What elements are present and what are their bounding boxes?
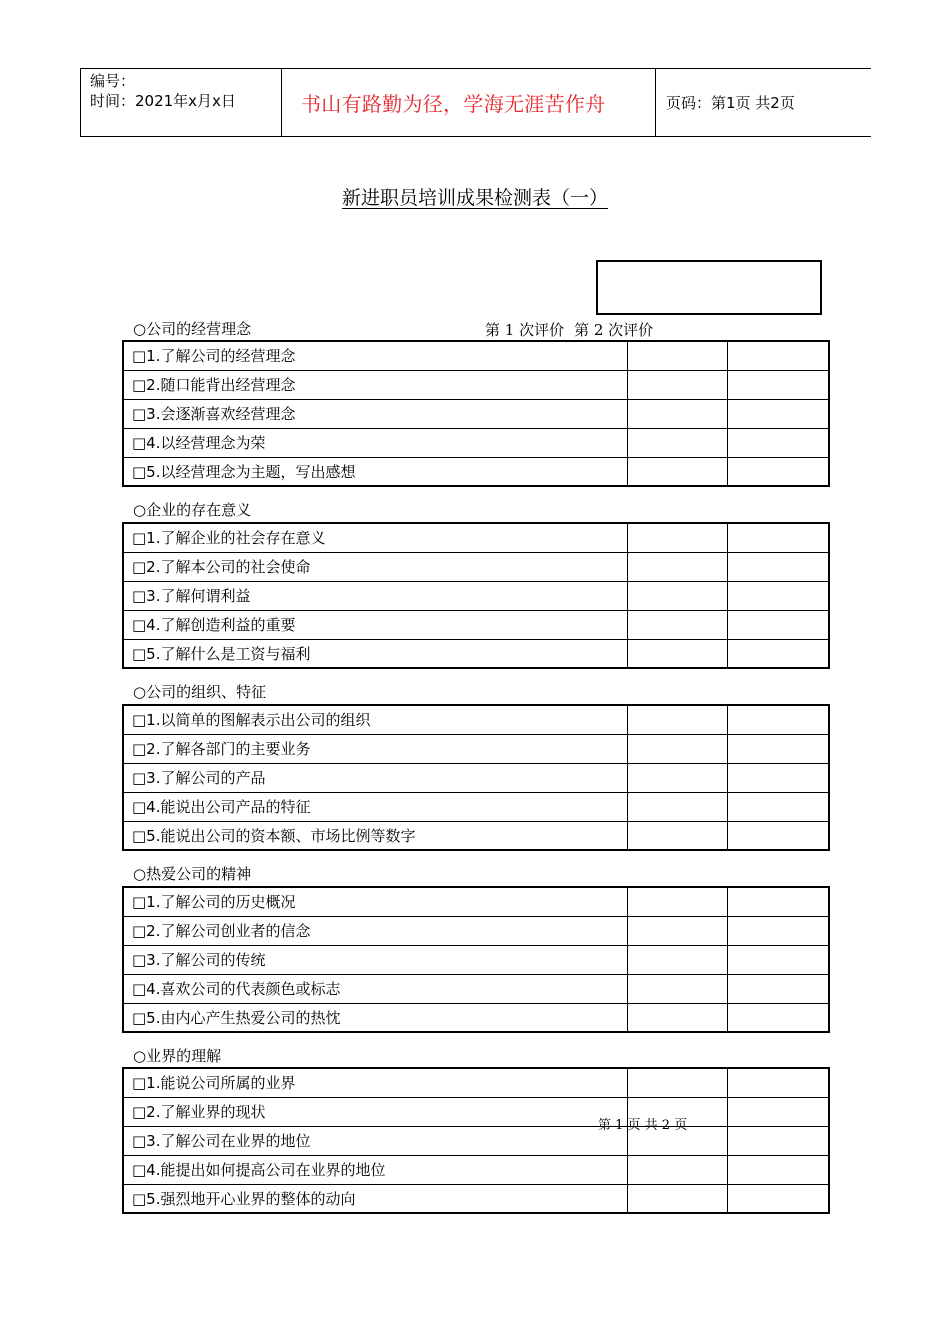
second-evaluation-cell[interactable]: [727, 552, 829, 581]
checklist-item: □1.了解公司的历史概况: [123, 887, 627, 916]
header-motto: 书山有路勤为径，学海无涯苦作舟: [282, 69, 656, 136]
table-row: [123, 428, 829, 457]
table-row: [123, 552, 829, 581]
second-evaluation-cell[interactable]: [727, 581, 829, 610]
table-row: [123, 792, 829, 821]
table-row: [123, 639, 829, 668]
second-evaluation-cell[interactable]: [727, 341, 829, 370]
second-evaluation-cell[interactable]: [727, 1126, 829, 1155]
checklist-item: □2.了解本公司的社会使命: [123, 552, 627, 581]
score-box: [596, 260, 822, 315]
checklist-item: □2.了解业界的现状: [123, 1097, 627, 1126]
checklist-table: [122, 340, 830, 487]
page-title: 新进职员培训成果检测表（一）: [341, 187, 608, 209]
table-row: [123, 705, 829, 734]
first-evaluation-cell[interactable]: [627, 581, 727, 610]
second-evaluation-cell[interactable]: [727, 763, 829, 792]
table-row: [123, 370, 829, 399]
document-header: [80, 68, 871, 137]
second-evaluation-cell[interactable]: [727, 1184, 829, 1213]
first-evaluation-cell[interactable]: [627, 1003, 727, 1032]
checklist-item: □4.以经营理念为荣: [123, 428, 627, 457]
table-row: [123, 341, 829, 370]
checklist-item: □5.以经营理念为主题，写出感想: [123, 457, 627, 486]
first-evaluation-header: 第 1 次评价: [485, 321, 565, 339]
checklist-item: □4.喜欢公司的代表颜色或标志: [123, 974, 627, 1003]
second-evaluation-cell[interactable]: [727, 887, 829, 916]
section-label: ○公司的组织、特征: [133, 683, 267, 701]
section-label: ○热爱公司的精神: [133, 865, 252, 883]
table-row: [123, 399, 829, 428]
table-row: [123, 1003, 829, 1032]
second-evaluation-cell[interactable]: [727, 639, 829, 668]
first-evaluation-cell[interactable]: [627, 1155, 727, 1184]
first-evaluation-cell[interactable]: [627, 945, 727, 974]
checklist-item: □1.以简单的图解表示出公司的组织: [123, 705, 627, 734]
checklist-item: □2.了解各部门的主要业务: [123, 734, 627, 763]
first-evaluation-cell[interactable]: [627, 428, 727, 457]
second-evaluation-cell[interactable]: [727, 1003, 829, 1032]
section-label: ○公司的经营理念: [133, 320, 252, 338]
first-evaluation-cell[interactable]: [627, 523, 727, 552]
table-row: [123, 974, 829, 1003]
checklist-item: □3.了解公司的传统: [123, 945, 627, 974]
second-evaluation-cell[interactable]: [727, 370, 829, 399]
section-label: ○业界的理解: [133, 1047, 222, 1065]
table-row: [123, 734, 829, 763]
table-row: [123, 1068, 829, 1097]
first-evaluation-cell[interactable]: [627, 821, 727, 850]
first-evaluation-cell[interactable]: [627, 974, 727, 1003]
checklist-item: □3.了解公司在业界的地位: [123, 1126, 627, 1155]
second-evaluation-cell[interactable]: [727, 821, 829, 850]
checklist-table: [122, 886, 830, 1033]
second-evaluation-cell[interactable]: [727, 457, 829, 486]
table-row: [123, 916, 829, 945]
first-evaluation-cell[interactable]: [627, 610, 727, 639]
second-evaluation-cell[interactable]: [727, 916, 829, 945]
checklist-item: □1.了解企业的社会存在意义: [123, 523, 627, 552]
table-row: [123, 945, 829, 974]
second-evaluation-cell[interactable]: [727, 610, 829, 639]
checklist-item: □5.由内心产生热爱公司的热忱: [123, 1003, 627, 1032]
checklist-item: □5.强烈地开心业界的整体的动向: [123, 1184, 627, 1213]
checklist-table: [122, 704, 830, 851]
checklist-item: □3.了解何谓利益: [123, 581, 627, 610]
first-evaluation-cell[interactable]: [627, 763, 727, 792]
second-evaluation-cell[interactable]: [727, 792, 829, 821]
first-evaluation-cell[interactable]: [627, 916, 727, 945]
first-evaluation-cell[interactable]: [627, 1184, 727, 1213]
section-label: ○企业的存在意义: [133, 501, 252, 519]
first-evaluation-cell[interactable]: [627, 792, 727, 821]
checklist-item: □5.能说出公司的资本额、市场比例等数字: [123, 821, 627, 850]
first-evaluation-cell[interactable]: [627, 552, 727, 581]
evaluation-column-headers: [485, 319, 653, 340]
checklist-table: [122, 1067, 830, 1214]
first-evaluation-cell[interactable]: [627, 1068, 727, 1097]
first-evaluation-cell[interactable]: [627, 370, 727, 399]
second-evaluation-header: 第 2 次评价: [574, 321, 654, 339]
second-evaluation-cell[interactable]: [727, 1068, 829, 1097]
checklist-item: □5.了解什么是工资与福利: [123, 639, 627, 668]
second-evaluation-cell[interactable]: [727, 974, 829, 1003]
table-row: [123, 523, 829, 552]
footer-page-number: 第 1 页 共 2 页: [598, 1118, 688, 1133]
header-page-info: 页码：第1页 共2页: [666, 94, 795, 112]
number-label: 编号：: [90, 72, 136, 90]
second-evaluation-cell[interactable]: [727, 399, 829, 428]
table-row: [123, 1097, 829, 1126]
checklist-item: □3.会逐渐喜欢经营理念: [123, 399, 627, 428]
first-evaluation-cell[interactable]: [627, 341, 727, 370]
table-row: [123, 763, 829, 792]
checklist-item: □2.了解公司创业者的信念: [123, 916, 627, 945]
table-row: [123, 887, 829, 916]
first-evaluation-cell[interactable]: [627, 887, 727, 916]
second-evaluation-cell[interactable]: [727, 1155, 829, 1184]
first-evaluation-cell[interactable]: [627, 639, 727, 668]
checklist-item: □2.随口能背出经营理念: [123, 370, 627, 399]
checklist-item: □4.能提出如何提高公司在业界的地位: [123, 1155, 627, 1184]
table-row: [123, 1126, 829, 1155]
table-row: [123, 821, 829, 850]
second-evaluation-cell[interactable]: [727, 705, 829, 734]
first-evaluation-cell[interactable]: [627, 705, 727, 734]
first-evaluation-cell[interactable]: [627, 457, 727, 486]
table-row: [123, 610, 829, 639]
checklist-item: □1.能说公司所属的业界: [123, 1068, 627, 1097]
table-row: [123, 457, 829, 486]
table-row: [123, 1155, 829, 1184]
first-evaluation-cell[interactable]: [627, 399, 727, 428]
header-meta: [81, 69, 282, 136]
date-label: 时间：2021年x月x日: [90, 92, 236, 110]
second-evaluation-cell[interactable]: [727, 1097, 829, 1126]
table-row: [123, 581, 829, 610]
first-evaluation-cell[interactable]: [627, 734, 727, 763]
table-row: [123, 1184, 829, 1213]
second-evaluation-cell[interactable]: [727, 523, 829, 552]
second-evaluation-cell[interactable]: [727, 428, 829, 457]
page-title-wrap: [0, 183, 950, 210]
second-evaluation-cell[interactable]: [727, 945, 829, 974]
checklist-table: [122, 522, 830, 669]
checklist-item: □4.了解创造利益的重要: [123, 610, 627, 639]
checklist-item: □1.了解公司的经营理念: [123, 341, 627, 370]
second-evaluation-cell[interactable]: [727, 734, 829, 763]
checklist-item: □3.了解公司的产品: [123, 763, 627, 792]
checklist-item: □4.能说出公司产品的特征: [123, 792, 627, 821]
